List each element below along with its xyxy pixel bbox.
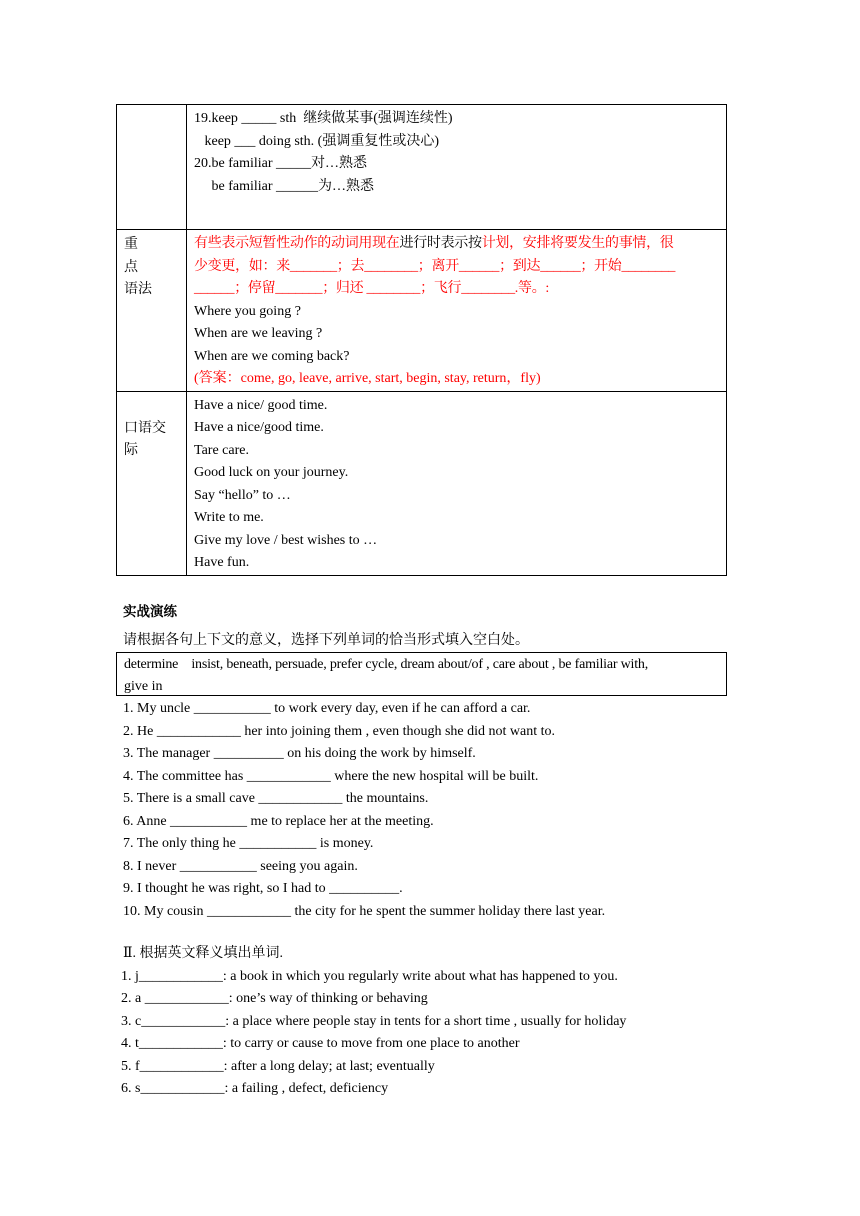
sentence-item: 10. My cousin ____________ the city for he spent the summer holiday there last year.	[123, 904, 606, 919]
sentence-item: 3. The manager __________ on his doing the work by himself.	[123, 746, 476, 761]
word-bank-line: give in	[124, 679, 163, 694]
phrase-line: Good luck on your journey.	[194, 465, 349, 480]
grammar-rule-line: 有些表示短暂性动作的动词用现在进行时表示按计划，安排将要发生的事情，很	[194, 236, 674, 251]
grammar-rule-line: ______；停留_______；归还 ________；飞行________.等。:	[194, 281, 549, 296]
vocab-line: keep ___ doing sth. (强调重复性或决心)	[194, 133, 439, 149]
phrase-line: Have a nice/ good time.	[194, 397, 328, 413]
table-row	[117, 105, 727, 230]
vocab-line: 19.keep _____ sth 继续做某事(强调连续性)	[194, 111, 453, 126]
row-label-grammar: 重 点 语法	[117, 230, 187, 392]
phrase-line: Say “hello” to …	[194, 487, 291, 503]
sentence-item: 6. Anne ___________ me to replace her at the meeting.	[123, 814, 434, 829]
table-row	[117, 391, 727, 575]
sentence-item: 4. The committee has ____________ where the new hospital will be built.	[123, 769, 539, 784]
practice-heading: 实战演练	[123, 604, 177, 620]
phrase-line: Give my love / best wishes to …	[194, 532, 378, 548]
word-bank-line: determine insist, beneath, persuade, prefer cycle, dream about/of , care about , be familiar with,	[124, 657, 649, 672]
grammar-rule-line: 少变更，如：来_______；去________；离开______；到达______；开始________	[194, 258, 676, 274]
sentence-item: 7. The only thing he ___________ is money.	[123, 836, 374, 851]
vocab-cell	[187, 105, 727, 230]
definition-item: 6. s____________: a failing , defect, deficiency	[121, 1081, 389, 1096]
sentence-item: 5. There is a small cave ____________ the mountains.	[123, 791, 429, 806]
table-row	[117, 230, 727, 392]
phrase-line: Tare care.	[194, 442, 249, 458]
word-bank-box	[116, 652, 727, 696]
answer-line: (答案：come, go, leave, arrive, start, begin, stay, return，fly)	[194, 371, 541, 386]
sentence-item: 2. He ____________ her into joining them , even though she did not want to.	[123, 724, 556, 739]
section2-heading: Ⅱ. 根据英文释义填出单词.	[123, 946, 284, 961]
grammar-cell	[187, 230, 727, 392]
example-line: When are we leaving ?	[194, 326, 323, 341]
vocab-line: be familiar ______为…熟悉	[194, 178, 375, 194]
definition-item: 2. a ____________: one’s way of thinking or behaving	[121, 991, 428, 1006]
row-label	[117, 105, 187, 230]
oral-cell	[187, 391, 727, 575]
example-line: When are we coming back?	[194, 348, 350, 364]
sentence-item: 1. My uncle ___________ to work every day, even if he can afford a car.	[123, 701, 531, 716]
phrase-line: Have a nice/good time.	[194, 420, 324, 435]
sentence-item: 8. I never ___________ seeing you again.	[123, 859, 358, 874]
notes-table	[116, 104, 727, 576]
definition-item: 1. j____________: a book in which you regularly write about what has happened to you.	[121, 969, 618, 984]
definition-item: 5. f____________: after a long delay; at last; eventually	[121, 1059, 435, 1074]
example-line: Where you going ?	[194, 303, 301, 319]
phrase-line: Have fun.	[194, 555, 250, 570]
practice-instruction: 请根据各句上下文的意义，选择下列单词的恰当形式填入空白处。	[123, 633, 529, 648]
vocab-line: 20.be familiar _____对…熟悉	[194, 156, 368, 171]
definition-item: 4. t____________: to carry or cause to move from one place to another	[121, 1036, 520, 1051]
row-label-oral: 口语交 际	[117, 391, 187, 575]
definition-item: 3. c____________: a place where people stay in tents for a short time , usually for holiday	[121, 1014, 627, 1029]
sentence-item: 9. I thought he was right, so I had to __________.	[123, 881, 403, 896]
phrase-line: Write to me.	[194, 510, 264, 525]
